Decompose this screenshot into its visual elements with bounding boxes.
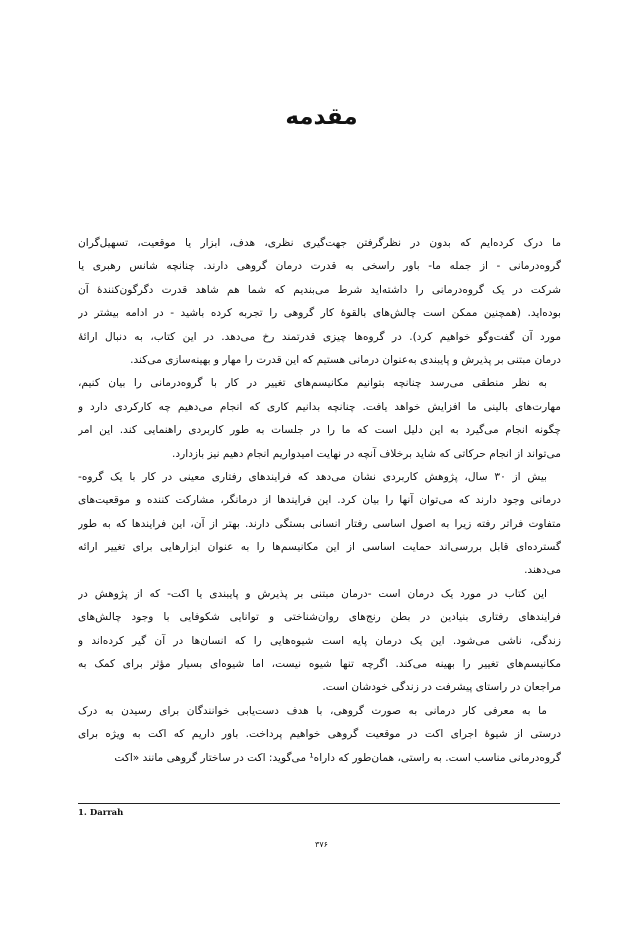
text-line: زندگی، ناشی می‌شود. این یک درمان پایه است شیوه‌هایی را که انسان‌ها در آن گیر کرده‌اند و [78,634,561,647]
footnote-rule [78,803,560,804]
text-line: به نظر منطقی می‌رسد چنانچه بتوانیم مکانیسم‌های تغییر در کار با گروه‌درمانی را بیان کنیم، [78,377,547,390]
text-line: مراجعان در راستای پیشرفت در زندگی خودشان است. [322,681,561,694]
body-text [78,232,561,770]
text-line: این کتاب در مورد یک درمان است -درمان مبتنی بر پذیرش و پایبندی یا اکت- که از پژوهش در [78,587,547,600]
text-line: می‌تواند از انجام حرکاتی که شاید برخلاف آنچه در نهایت امیدواریم انجام دهیم نیز بازدارد. [172,447,561,460]
text-line: متفاوت فراتر رفته زیرا به اصول اساسی رفتار انسانی بستگی دارند. بهتر از آن، این فرایندها که به طور [78,517,561,530]
paragraph [78,232,561,372]
text-line: بیش از ۳۰ سال، پژوهش کاربردی نشان می‌دهد که فرایندهای رفتاری معینی در کار با یک گروه- [78,470,547,483]
text-line: فرایندهای رفتاری بنیادین در بطن رنج‌های روان‌شناختی و توانایی شکوفایی با وجود چالش‌های [78,611,561,624]
text-line: می‌دهند. [524,564,561,577]
text-line: بوده‌اید. (همچنین ممکن است چالش‌های بالقوهٔ کار گروهی را تجربه کرده باشید - در ادامه بیشتر در [78,307,561,320]
text-line: گسترده‌ای قابل بررسی‌اند حمایت اساسی از این مکانیسم‌ها را به عنوان ابزارهایی برای تغییر ارائه [78,541,561,554]
paragraph [78,700,561,770]
chapter-title: مقدمه [285,104,358,130]
text-line: شرکت در یک گروه‌درمانی را داشته‌اید شرط می‌بندیم که شما هم شاهد قدرت دگرگون‌کنندهٔ آن [78,283,561,296]
text-line: درمانی وجود دارند که می‌توان آنها را بیان کرد. این فرایندها از درمانگر، مشارکت کننده و موقعیت‌های [78,494,561,507]
text-line: درستی از شیوهٔ اجرای اکت در موقعیت گروهی خواهیم پرداخت. باور داریم که اکت به ویژه برای [78,728,561,741]
text-line: مهارت‌های بالینی ما افزایش خواهد یافت. چنانچه بدانیم کاری که انجام می‌دهیم چه کارکردی دارد و [78,400,561,413]
paragraph [78,372,561,466]
paragraph [78,583,561,700]
page-number: ۳۷۶ [315,840,328,849]
footnote: 1. Darrah [78,808,124,818]
text-line: گروه‌درمانی مناسب است. به راستی، همان‌طور که داراه¹ می‌گوید: اکت در ساختار گروهی مانند «اکت [114,751,561,764]
text-line: ما درک کرده‌ایم که بدون در نظرگرفتن جهت‌گیری نظری، هدف، ابزار یا موقعیت، تسهیل‌گران [78,237,561,249]
text-line: ما به معرفی کار درمانی به صورت گروهی، با هدف دست‌یابی خوانندگان برای رسیدن به درک [78,704,547,717]
text-line: درمان مبتنی بر پذیرش و پایبندی به‌عنوان درمانی هستیم که این قدرت را مهار و بهینه‌سازی می‌کند. [130,353,561,366]
paragraph [78,466,561,583]
text-line: مورد آن گفت‌وگو خواهیم کرد). در گروه‌ها چیزی قدرتمند رخ می‌دهد. در این کتاب، به دنبال ارائهٔ [78,330,561,343]
text-line: گروه‌درمانی - از جمله ما- باور راسخی به قدرت درمان گروهی دارند. چنانچه شانس رهبری یا [78,260,561,273]
text-line: مکانیسم‌های تغییر را بهینه می‌کند. اگرچه تنها شیوه نیست، اما شیوه‌ای بسیار مؤثر برای کمک به [78,658,561,671]
text-line: چگونه انجام می‌گیرد به این دلیل است که ما را در جلسات به طور کاربردی راهنمایی کند. این امر [78,424,561,437]
